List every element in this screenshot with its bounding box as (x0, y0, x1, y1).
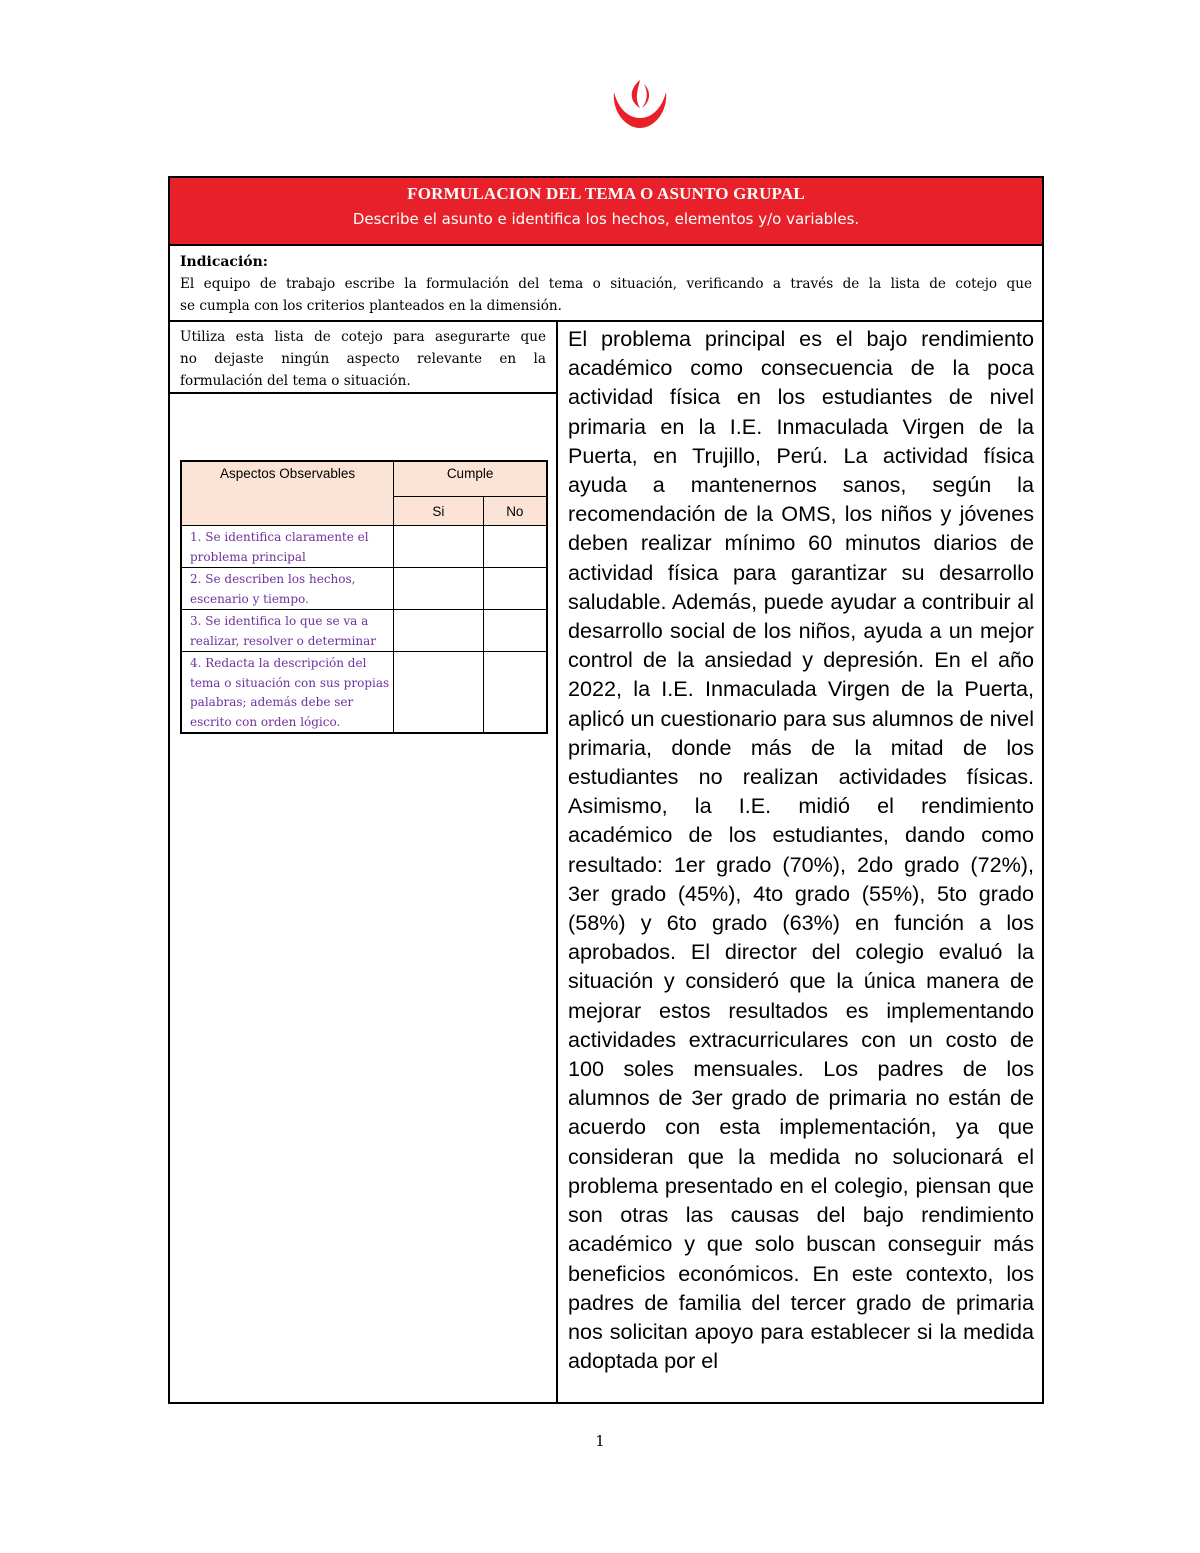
header-aspects: Aspectos Observables (181, 461, 394, 526)
indication-line-2: se cumpla con los criterios planteados en la dimensión. (180, 298, 562, 314)
table-header (170, 178, 1042, 246)
criterion-4-si-cell[interactable] (394, 652, 483, 734)
checklist-note-line-2: no dejaste ningún aspecto relevante en la (180, 351, 546, 367)
formulation-text-column (568, 322, 1034, 1402)
formulation-table (168, 176, 1044, 1404)
criterion-2: 2. Se describen los hechos, escenario y tiempo. (181, 568, 394, 610)
header-cumple: Cumple (394, 461, 547, 497)
university-logo-icon (610, 78, 670, 130)
criterion-1-no-cell[interactable] (483, 526, 547, 568)
table-row (181, 652, 547, 734)
checklist-table (180, 460, 548, 734)
checklist-column (170, 322, 558, 1402)
criterion-2-no-cell[interactable] (483, 568, 547, 610)
page-number: 1 (595, 1432, 605, 1450)
header-no: No (483, 497, 547, 526)
criterion-3: 3. Se identifica lo que se va a realizar, resolver o determinar (181, 610, 394, 652)
criterion-3-no-cell[interactable] (483, 610, 547, 652)
criterion-4: 4. Redacta la descripción del tema o situación con sus propias palabras; además debe ser escrito con orden lógico. (181, 652, 394, 734)
content-columns (170, 322, 1042, 1402)
header-si: Si (394, 497, 483, 526)
criterion-1-si-cell[interactable] (394, 526, 483, 568)
table-row (181, 526, 547, 568)
checklist-note (170, 322, 556, 394)
criterion-4-no-cell[interactable] (483, 652, 547, 734)
table-row (181, 568, 547, 610)
indication-heading: Indicación: (180, 254, 268, 270)
criterion-2-si-cell[interactable] (394, 568, 483, 610)
indication-line-1: El equipo de trabajo escribe la formulación del tema o situación, verificando a través de la lista de cotejo que (180, 276, 1032, 292)
table-subtitle: Describe el asunto e identifica los hechos, elementos y/o variables. (352, 210, 860, 228)
checklist-note-line-1: Utiliza esta lista de cotejo para asegurarte que (180, 329, 546, 345)
checklist-note-line-3: formulación del tema o situación. (180, 373, 411, 389)
table-row (181, 610, 547, 652)
criterion-1: 1. Se identifica claramente el problema principal (181, 526, 394, 568)
indication-section (170, 246, 1042, 322)
table-title: FORMULACION DEL TEMA O ASUNTO GRUPAL (407, 184, 805, 203)
formulation-text: El problema principal es el bajo rendimiento académico como consecuencia de la poca actividad física en los estudiantes de nivel primaria en la I.E. Inmaculada Virgen de la Puerta, en Trujillo, Perú. La actividad física ayuda a mantenernos sanos, según la recomendación de la OMS, los niños y jóvenes deben realizar mínimo 60 minutos diarios de actividad física para garantizar su desarrollo saludable. Además, puede ayudar a contribuir al desarrollo social de los niños, ayuda a un mejor control de la ansiedad y depresión. En el año 2022, la I.E. Inmaculada Virgen de la Puerta, aplicó un cuestionario para sus alumnos de nivel primaria, donde más de la mitad de los estudiantes no realizan actividades físicas. Asimismo, la I.E. midió el rendimiento académico de los estudiantes, dando como resultado: 1er grado (70%), 2do grado (72%), 3er grado (45%), 4to grado (55%), 5to grado (58%) y 6to grado (63%) en función a los aprobados. El director del colegio evaluó la situación y consideró que la única manera de mejorar estos resultados es implementando actividades extracurriculares con un costo de 100 soles mensuales. Los padres de los alumnos de 3er grado de primaria no están de acuerdo con esta implementación, ya que consideran que la medida no solucionará el problema presentado en el colegio, piensan que son otras las causas del bajo rendimiento académico y que solo buscan conseguir más beneficios económicos. En este contexto, los padres de familia del tercer grado de primaria nos solicitan apoyo para establecer si la medida adoptada por el (568, 326, 1034, 1374)
criterion-3-si-cell[interactable] (394, 610, 483, 652)
